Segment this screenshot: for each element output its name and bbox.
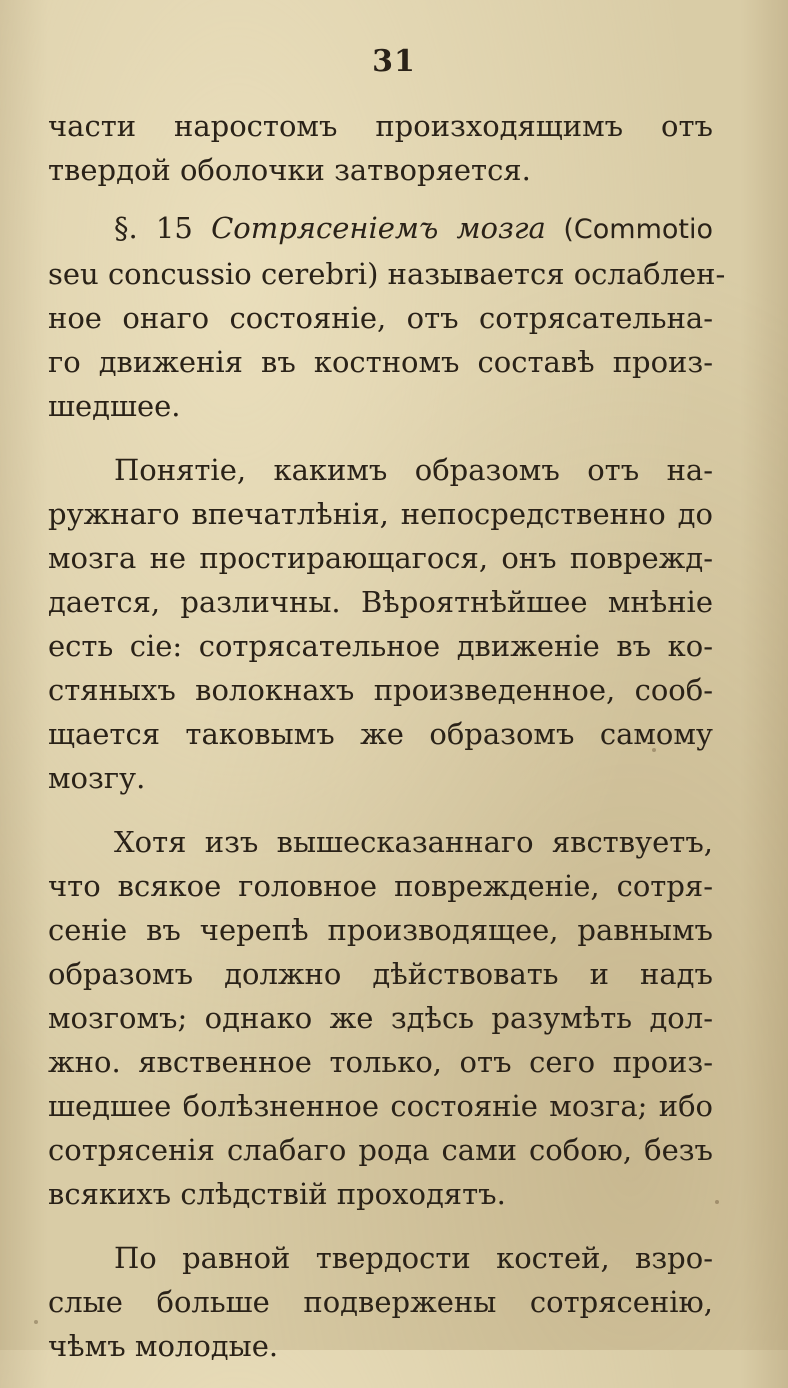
paper-speck [715, 1200, 719, 1204]
text-line: чѣмъ молодые. [48, 1329, 279, 1363]
text-line: ное онаго состояніе, отъ сотрясательна- [48, 301, 713, 335]
page-number: 31 [372, 44, 416, 79]
text-line: seu concussio cerebri) называется ослаблен- [48, 257, 726, 291]
paper-speck [652, 748, 656, 752]
text-line: сотрясенія слабаго рода сами собою, безъ [48, 1133, 713, 1167]
paragraph-3 [48, 448, 713, 800]
body-text [48, 104, 726, 1388]
text-line: мозгомъ; однако же здѣсь разумѣть дол- [48, 1001, 713, 1035]
text-line: мозга не простирающагося, онъ поврежд- [48, 541, 713, 575]
latin-term: (Commotio [545, 214, 713, 245]
text-line: образомъ должно дѣйствовать и надъ [48, 957, 713, 991]
text-line: всякихъ слѣдствій проходятъ. [48, 1177, 506, 1211]
text-line: Понятіе, какимъ образомъ отъ на- [114, 453, 713, 487]
text-line: го движенія въ костномъ составѣ произ- [48, 345, 713, 379]
text-line: что всякое головное поврежденіе, сотря- [48, 869, 713, 903]
section-number: §. 15 [114, 211, 212, 245]
text-line: шедшее болѣзненное состояніе мозга; ибо [48, 1089, 713, 1123]
text-line: стяныхъ волокнахъ произведенное, сооб- [48, 673, 713, 707]
paper-speck [34, 1320, 38, 1324]
text-line: По равной твердости костей, взро- [114, 1241, 713, 1275]
text-line: щается таковымъ же образомъ самому [48, 717, 713, 751]
text-line: дается, различны. Вѣроятнѣйшее мнѣніе [48, 585, 713, 619]
section-term: Сотрясеніемъ мозга [211, 211, 546, 245]
paragraph-5 [48, 1236, 713, 1368]
text-line: Хотя изъ вышесказаннаго явствуетъ, [114, 825, 713, 859]
paragraph-4 [48, 820, 713, 1216]
text-line: ружнаго впечатлѣнія, непосредственно до [48, 497, 713, 531]
text-line: мозгу. [48, 761, 146, 795]
paragraph-1 [48, 104, 713, 192]
text-line [48, 206, 713, 252]
text-line: сеніе въ черепѣ производящее, равнымъ [48, 913, 713, 947]
text-line: есть сіе: сотрясательное движеніе въ ко- [48, 629, 713, 663]
text-line: слые больше подвержены сотрясенію, [48, 1285, 713, 1319]
text-line: части наростомъ произходящимъ отъ [48, 109, 713, 143]
paragraph-2 [48, 206, 726, 428]
text-line: жно. явственное только, отъ сего произ- [48, 1045, 713, 1079]
text-line: шедшее. [48, 389, 181, 423]
text-line: твердой оболочки затворяется. [48, 153, 531, 187]
